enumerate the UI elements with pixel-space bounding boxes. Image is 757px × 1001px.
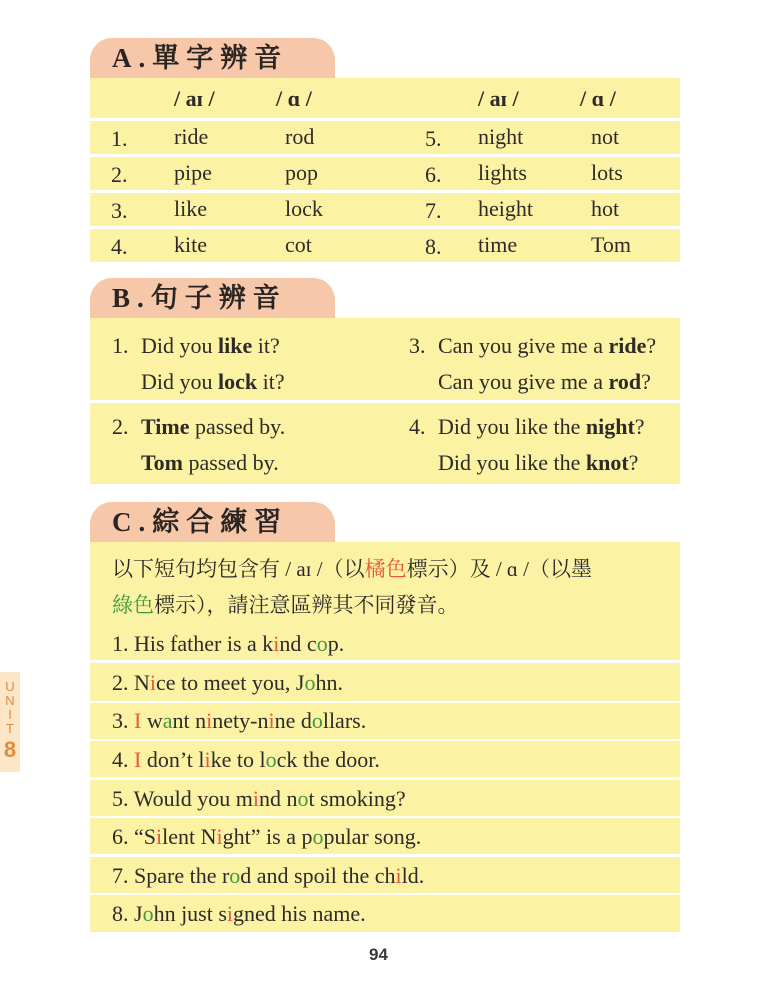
practice-sentence: [112, 900, 366, 928]
section-c-tab: [90, 502, 335, 542]
phonetic-a-header: / ɑ /: [580, 86, 616, 111]
phonetic-ai-header: / aɪ /: [174, 86, 215, 111]
word-number: 8.: [425, 234, 442, 259]
word-ai: night: [478, 124, 524, 149]
sentence-text: llars.: [322, 708, 367, 733]
word-number: 4.: [111, 234, 128, 259]
word-ai: kite: [174, 232, 207, 257]
sentence-text: 2. N: [112, 670, 150, 695]
sentence-text: 5. Would you m: [112, 786, 253, 811]
sentence-text: p.: [327, 631, 345, 656]
word-number: 7.: [425, 198, 442, 223]
word-a: lock: [285, 196, 323, 221]
sentence-text: ne d: [274, 708, 312, 733]
sentence-text: 8. J: [112, 901, 143, 926]
sentence-text: 6. “S: [112, 824, 156, 849]
ai-highlight: i: [395, 863, 402, 888]
sentence-number: 3.: [409, 333, 426, 358]
section-b-sentences: [90, 318, 680, 484]
sentence-number: 4.: [409, 414, 426, 439]
word-a: not: [591, 124, 620, 149]
word-number: 2.: [111, 162, 128, 187]
a-highlight: o: [265, 747, 277, 772]
sentence-text: hn.: [315, 670, 343, 695]
sentence: Did you like the night?: [438, 414, 645, 439]
sentence-number: 1.: [112, 333, 129, 358]
sentence: Can you give me a rod?: [438, 369, 651, 394]
unit-letter: N: [5, 693, 15, 708]
sentence: Did you like the knot?: [438, 450, 639, 475]
word-ai: like: [174, 196, 207, 221]
word-ai: height: [478, 196, 533, 221]
phonetic-a-header: / ɑ /: [276, 86, 312, 111]
section-c-title: C.綜合練習: [112, 507, 289, 537]
sentence-text: nd n: [258, 786, 298, 811]
sentence-text: nt n: [172, 708, 207, 733]
ai-highlight: i: [206, 708, 213, 733]
sentence-text: 1. His father is a k: [112, 631, 274, 656]
word-number: 6.: [425, 162, 442, 187]
section-a-title: A.單字辨音: [112, 43, 289, 73]
sentence-text: w: [141, 708, 163, 733]
sentence: Tom passed by.: [141, 450, 279, 475]
section-b-tab: [90, 278, 335, 318]
word-number: 5.: [425, 126, 442, 151]
ai-highlight: i: [268, 708, 275, 733]
unit-letter: I: [8, 707, 12, 722]
instruction-line: 以下短句均包含有 / aɪ /（以橘色標示）及 / ɑ /（以墨: [112, 557, 592, 581]
sentence-text: gned his name.: [233, 901, 366, 926]
word-ai: ride: [174, 124, 209, 149]
sentence: Time passed by.: [141, 414, 286, 439]
a-highlight: o: [312, 824, 324, 849]
sentence-text: nd c: [279, 631, 317, 656]
sentence-number: 2.: [112, 414, 129, 439]
practice-sentence: [112, 823, 421, 851]
unit-letter: U: [5, 679, 15, 694]
word-number: 1.: [111, 126, 128, 151]
section-a-table: [90, 78, 680, 263]
sentence-text: ght” is a p: [222, 824, 313, 849]
word-a: Tom: [591, 232, 632, 257]
a-highlight: o: [297, 786, 309, 811]
ai-highlight: I: [134, 708, 142, 733]
a-highlight: o: [316, 631, 328, 656]
word-ai: time: [478, 232, 518, 257]
sentence-text: 3.: [112, 708, 134, 733]
sentence-text: d and spoil the ch: [240, 863, 396, 888]
practice-sentence: [112, 746, 380, 774]
a-highlight: o: [229, 863, 241, 888]
section-c-practice: [90, 542, 680, 932]
sentence: Did you like it?: [141, 333, 280, 358]
practice-sentence: [112, 785, 406, 813]
practice-sentence: [112, 630, 344, 658]
sentence-text: t smoking?: [308, 786, 406, 811]
practice-sentence: [112, 862, 424, 890]
sentence-text: ld.: [401, 863, 425, 888]
sentence-text: don’t l: [141, 747, 205, 772]
ai-highlight: i: [216, 824, 223, 849]
unit-letter: T: [6, 721, 14, 736]
a-highlight: o: [311, 708, 323, 733]
ai-highlight: I: [134, 747, 142, 772]
section-b-title: B.句子辨音: [112, 283, 287, 313]
ai-highlight: i: [252, 786, 259, 811]
word-a: cot: [285, 232, 312, 257]
sentence-text: pular song.: [323, 824, 422, 849]
a-highlight: a: [162, 708, 173, 733]
a-highlight: o: [142, 901, 154, 926]
sentence-text: ce to meet you, J: [156, 670, 305, 695]
sentence-text: hn just s: [153, 901, 227, 926]
sentence-text: nety-n: [212, 708, 269, 733]
word-a: rod: [285, 124, 315, 149]
word-ai: pipe: [174, 160, 212, 185]
word-number: 3.: [111, 198, 128, 223]
sentence-text: ck the door.: [276, 747, 380, 772]
sentence-text: 4.: [112, 747, 134, 772]
instruction-line: 綠色標示），請注意區辨其不同發音。: [112, 593, 459, 617]
sentence-text: ke to l: [210, 747, 266, 772]
word-ai: lights: [478, 160, 527, 185]
ai-highlight: i: [156, 824, 163, 849]
sentence-text: 7. Spare the r: [112, 863, 230, 888]
sentence: Did you lock it?: [141, 369, 285, 394]
practice-sentence: [112, 707, 366, 735]
ai-highlight: i: [149, 670, 157, 695]
unit-number: 8: [3, 737, 17, 762]
phonetic-ai-header: / aɪ /: [478, 86, 519, 111]
a-highlight: o: [304, 670, 316, 695]
ai-highlight: i: [273, 631, 280, 656]
unit-side-tab: [0, 672, 20, 772]
word-a: lots: [591, 160, 623, 185]
practice-sentence: [112, 669, 343, 697]
word-a: hot: [591, 196, 620, 221]
sentence: Can you give me a ride?: [438, 333, 657, 358]
ai-highlight: i: [204, 747, 211, 772]
section-a-tab: [90, 38, 335, 78]
sentence-text: lent N: [162, 824, 217, 849]
ai-highlight: i: [226, 901, 234, 926]
word-a: pop: [285, 160, 318, 185]
page-number: 94: [369, 945, 388, 964]
